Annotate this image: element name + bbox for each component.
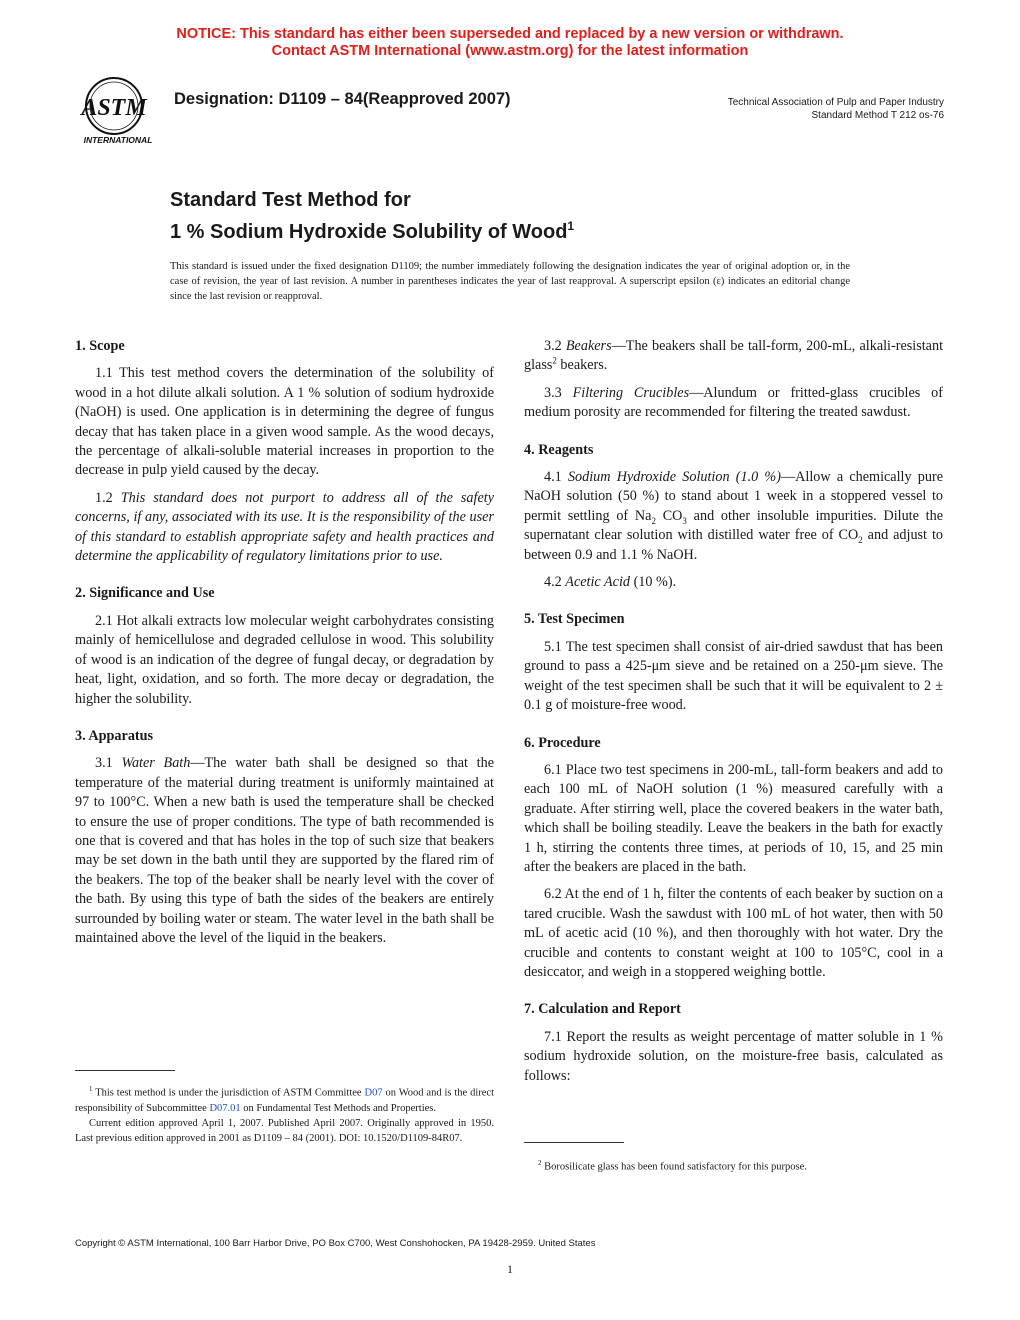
footnote-2: $^2$ Borosilicate glass has been found satisfactory for this purpose.	[538, 1159, 807, 1173]
footnote-1: $^1$ This test method is under the jurisdiction of ASTM Committee D07 on Wood and is the direct responsibility of Subcommittee D07.01 on Fundamental Test Methods and Properties. Current edition approved April 1, 2007. Published April 2007. Originally approved in 1950. Last previous edition approved in 2001 as D1109 – 84 (2001). DOI: 10.1520/D1109-84R07.	[75, 1085, 494, 1144]
para-3-2: 3.2 Beakers—The beakers shall be tall-form, 200-mL, alkali-resistant glass$^2$ beakers.	[524, 338, 944, 374]
document-title	[170, 187, 574, 245]
tappi-line-1: Technical Association of Pulp and Paper Industry	[727, 97, 944, 108]
para-2-1: 2.1 Hot alkali extracts low molecular weight carbohydrates consisting mainly of hemicellulose and degraded cellulose in wood. This solubility of wood is an indication of the degree of fungal decay, or degradation by heat, light, oxidation, and so forth. The more decay or degradation, the higher the solubility.	[75, 612, 494, 707]
committee-link[interactable]: D07	[364, 1087, 383, 1099]
para-6-2: 6.2 At the end of 1 h, filter the contents of each beaker by suction on a tared crucible. Wash the sawdust with 100 mL of hot water, then with 50 mL of acetic acid (10 %), and then thoroughly with hot water. Dry the crucible and contents to constant weight at 100 to 105°C, cool in a desiccator, and weigh in a stoppered weighing bottle.	[524, 886, 943, 980]
para-7-1: 7.1 Report the results as weight percentage of matter soluble in 1 % sodium hydroxide solution, on the moisture-free basis, calculated as follows:	[524, 1028, 943, 1084]
title-line-2: 1 % Sodium Hydroxide Solubility of Wood	[170, 221, 568, 243]
section-3-heading: 3. Apparatus	[75, 727, 154, 744]
title-line-1: Standard Test Method for	[170, 189, 411, 211]
para-3-3: 3.3 Filtering Crucibles—Alundum or fritted-glass crucibles of medium porosity are recommended for filtering the treated sawdust.	[524, 384, 943, 421]
para-1-2: 1.2 This standard does not purport to address all of the safety concerns, if any, associated with its use. It is the responsibility of the user of this standard to establish appropriate safety and health practices and determine the applicability of regulatory limitations prior to use.	[75, 489, 494, 565]
notice-line-1: NOTICE: This standard has either been superseded and replaced by a new version or withdrawn.	[176, 26, 844, 42]
section-4-heading: 4. Reagents	[524, 441, 594, 458]
logo-mark: ASTM	[81, 95, 147, 121]
tappi-line-2: Standard Method T 212 os-76	[811, 110, 944, 121]
page-number: 1	[507, 1262, 513, 1276]
para-4-2: 4.2 Acetic Acid (10 %).	[544, 574, 677, 591]
section-5-heading: 5. Test Specimen	[524, 611, 625, 628]
footnote-1-edition: Current edition approved April 1, 2007. Published April 2007. Originally approved in 1950. Last previous edition approved in 2001 as D1109 – 84 (2001). DOI: 10.1520/D1109-84R07.	[75, 1117, 494, 1144]
section-1-heading: 1. Scope	[75, 338, 125, 354]
logo-subtext: INTERNATIONAL	[83, 135, 153, 145]
tappi-reference	[728, 96, 944, 122]
para-6-1: 6.1 Place two test specimens in 200-mL, tall-form beakers and add to each 100 mL of NaOH solution (1 %) measured carefully with a graduate. After stirring well, place the covered beakers in the water bath, which shall be boiling steadily. Leave the beakers in the bath for exactly 1 h, stirring the contents three times, at periods of 10, 15, and 25 min after the beakers are placed in the bath.	[524, 761, 943, 875]
section-7-heading: 7. Calculation and Report	[524, 1001, 681, 1018]
para-1-1: 1.1 This test method covers the determination of the solubility of wood in a hot dilute alkali solution. A 1 % solution of sodium hydroxide (NaOH) is used. One application is in determining the degree of fungus decay that has taken place in a given wood sample. As the wood decays, the percentage of alkali-soluble material increases in proportion to the decrease in pulp yield caused by the decay.	[75, 365, 494, 479]
issued-note: This standard is issued under the fixed designation D1109; the number immediately following the designation indicates the year of original adoption or, in the case of revision, the year of last revision. A number in parentheses indicates the year of last reapproval. A superscript epsilon (ε) indicates an editorial change since the last revision or reapproval.	[170, 261, 850, 302]
subcommittee-link[interactable]: D07.01	[209, 1102, 241, 1114]
notice-line-2: Contact ASTM International (www.astm.org) for the latest information	[271, 43, 749, 59]
section-2-heading: 2. Significance and Use	[75, 585, 215, 602]
right-column	[524, 337, 943, 1094]
astm-logo	[74, 72, 164, 146]
designation: Designation: D1109 – 84(Reapproved 2007)	[174, 90, 511, 108]
para-4-1: 4.1 Sodium Hydroxide Solution (1.0 %)—Allow a chemically pure NaOH solution (50 %) to stand about 1 week in a stoppered vessel to permit settling of $Na_2$ $CO_3$ and other insoluble impurities. Dilute the supernatant clear solution with distilled water free of $CO_2$ and adjust to between 0.9 and 1.1 % NaOH.	[524, 469, 943, 563]
withdrawal-notice	[0, 26, 1020, 60]
section-6-heading: 6. Procedure	[524, 734, 601, 751]
footnote-rule-left	[75, 1070, 175, 1071]
para-5-1: 5.1 The test specimen shall consist of air-dried sawdust that has been ground to pass a 425-μm sieve and be retained on a 250-μm sieve. The weight of the test specimen shall be such that it will be equivalent to 2 ± 0.1 g of moisture-free wood.	[524, 638, 943, 714]
footnote-rule-right	[524, 1142, 624, 1143]
left-column	[75, 337, 494, 956]
title-footnote-mark[interactable]: 1	[567, 219, 575, 233]
para-3-1: 3.1 Water Bath—The water bath shall be designed so that the temperature of the material during treatment is uniformly maintained at 97 to 100°C. When a new bath is used the temperature shall be checked to ensure the use of proper conditions. The type of bath recommended is one that is covered and that has holes in the top of such size that beakers may be set down in the bath until they are supported by the flared rim of the beakers. The top of the beaker shall be nearly level with the cover of the bath. By using this type of bath the sides of the beakers are entirely surrounded by boiling water or steam. The water level in the bath shall be maintained above the level of the liquid in the beakers.	[75, 755, 494, 946]
copyright-notice: Copyright © ASTM International, 100 Barr Harbor Drive, PO Box C700, West Conshohocken, PA 19428-2959. United States	[75, 1238, 596, 1249]
